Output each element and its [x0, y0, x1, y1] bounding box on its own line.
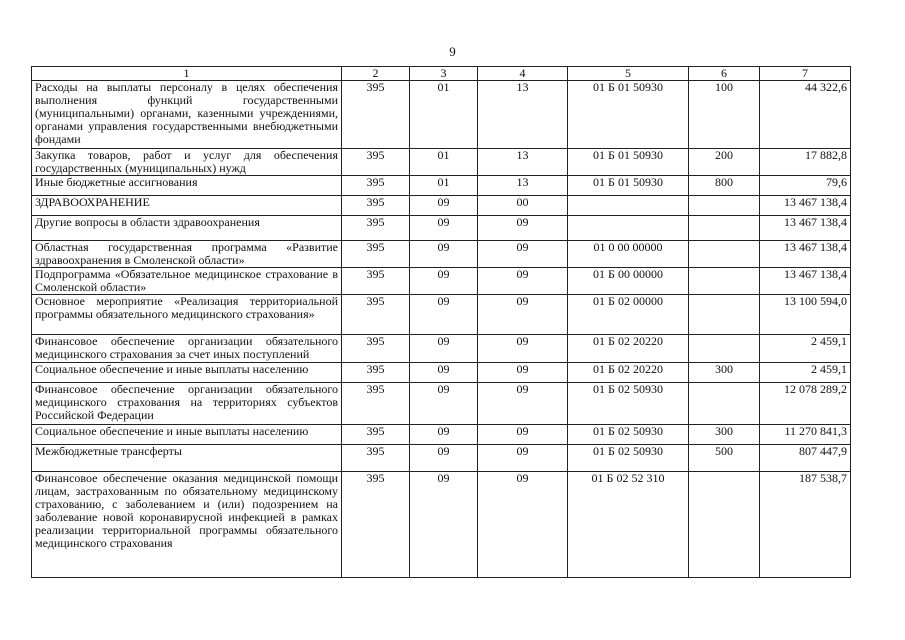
- row-subsection-cell: 09: [478, 425, 568, 445]
- row-type-cell: 800: [689, 176, 760, 196]
- row-name-cell: Закупка товаров, работ и услуг для обеспечения государственных (муниципальных) нужд: [32, 149, 342, 176]
- row-name-cell: Другие вопросы в области здравоохранения: [32, 216, 342, 241]
- row-sum-cell: 2 459,1: [760, 363, 851, 383]
- table-row: [32, 176, 851, 196]
- table-row: [32, 363, 851, 383]
- row-subsection-cell: 09: [478, 295, 568, 335]
- row-target-cell: 01 0 00 00000: [568, 241, 689, 268]
- row-type-cell: [689, 216, 760, 241]
- row-target-cell: 01 Б 02 00000: [568, 295, 689, 335]
- row-name-cell: Финансовое обеспечение организации обязательного медицинского страхования за счет иных поступлений: [32, 335, 342, 363]
- row-sum-cell: 11 270 841,3: [760, 425, 851, 445]
- row-subsection-cell: 09: [478, 335, 568, 363]
- table-row: [32, 268, 851, 295]
- row-subsection-cell: 09: [478, 363, 568, 383]
- row-type-cell: [689, 472, 760, 578]
- row-admin-cell: 395: [342, 383, 410, 425]
- row-name-cell: Социальное обеспечение и иные выплаты населению: [32, 425, 342, 445]
- header-cell-3: 3: [410, 67, 478, 81]
- row-section-cell: 09: [410, 241, 478, 268]
- row-target-cell: 01 Б 02 52 310: [568, 472, 689, 578]
- row-admin-cell: 395: [342, 425, 410, 445]
- row-target-cell: 01 Б 02 20220: [568, 335, 689, 363]
- row-section-cell: 09: [410, 295, 478, 335]
- table-row: [32, 425, 851, 445]
- row-sum-cell: 13 467 138,4: [760, 216, 851, 241]
- row-subsection-cell: 09: [478, 383, 568, 425]
- row-admin-cell: 395: [342, 472, 410, 578]
- row-target-cell: 01 Б 00 00000: [568, 268, 689, 295]
- row-admin-cell: 395: [342, 268, 410, 295]
- row-name-cell: Межбюджетные трансферты: [32, 445, 342, 472]
- row-subsection-cell: 13: [478, 176, 568, 196]
- row-section-cell: 09: [410, 216, 478, 241]
- row-type-cell: [689, 335, 760, 363]
- row-section-cell: 09: [410, 425, 478, 445]
- row-section-cell: 09: [410, 268, 478, 295]
- row-sum-cell: 79,6: [760, 176, 851, 196]
- row-section-cell: 09: [410, 196, 478, 216]
- row-target-cell: 01 Б 01 50930: [568, 81, 689, 149]
- row-section-cell: 01: [410, 149, 478, 176]
- row-admin-cell: 395: [342, 363, 410, 383]
- header-cell-7: 7: [760, 67, 851, 81]
- row-name-cell: Областная государственная программа «Развитие здравоохранения в Смоленской области»: [32, 241, 342, 268]
- table-row: [32, 241, 851, 268]
- row-name-cell: ЗДРАВООХРАНЕНИЕ: [32, 196, 342, 216]
- row-type-cell: [689, 268, 760, 295]
- row-target-cell: [568, 216, 689, 241]
- header-cell-2: 2: [342, 67, 410, 81]
- row-section-cell: 09: [410, 472, 478, 578]
- row-type-cell: [689, 295, 760, 335]
- header-cell-4: 4: [478, 67, 568, 81]
- row-name-cell: Подпрограмма «Обязательное медицинское страхование в Смоленской области»: [32, 268, 342, 295]
- row-admin-cell: 395: [342, 295, 410, 335]
- row-section-cell: 01: [410, 176, 478, 196]
- row-sum-cell: 13 467 138,4: [760, 268, 851, 295]
- row-admin-cell: 395: [342, 176, 410, 196]
- row-sum-cell: 13 100 594,0: [760, 295, 851, 335]
- row-subsection-cell: 13: [478, 149, 568, 176]
- table-row: [32, 445, 851, 472]
- header-cell-1: 1: [32, 67, 342, 81]
- row-section-cell: 09: [410, 445, 478, 472]
- row-target-cell: 01 Б 02 20220: [568, 363, 689, 383]
- row-admin-cell: 395: [342, 216, 410, 241]
- table-body: [32, 81, 851, 578]
- row-name-cell: Финансовое обеспечение оказания медицинской помощи лицам, застрахованным по обязательному медицинскому страхованию, с заболеванием и (или) подозрением на заболевание новой коронавирусной инфекцией в рамках реализации территориальной программы обязательного медицинского страхования: [32, 472, 342, 578]
- page-number: 9: [449, 44, 456, 59]
- row-type-cell: [689, 196, 760, 216]
- row-subsection-cell: 09: [478, 445, 568, 472]
- row-section-cell: 09: [410, 383, 478, 425]
- row-subsection-cell: 09: [478, 268, 568, 295]
- row-admin-cell: 395: [342, 241, 410, 268]
- row-target-cell: 01 Б 01 50930: [568, 149, 689, 176]
- row-sum-cell: 12 078 289,2: [760, 383, 851, 425]
- row-type-cell: 300: [689, 363, 760, 383]
- row-target-cell: 01 Б 02 50930: [568, 425, 689, 445]
- row-sum-cell: 2 459,1: [760, 335, 851, 363]
- row-type-cell: 500: [689, 445, 760, 472]
- row-target-cell: [568, 196, 689, 216]
- row-target-cell: 01 Б 01 50930: [568, 176, 689, 196]
- row-section-cell: 09: [410, 335, 478, 363]
- row-section-cell: 01: [410, 81, 478, 149]
- row-subsection-cell: 00: [478, 196, 568, 216]
- row-target-cell: 01 Б 02 50930: [568, 383, 689, 425]
- row-admin-cell: 395: [342, 335, 410, 363]
- table-row: [32, 335, 851, 363]
- row-type-cell: 300: [689, 425, 760, 445]
- row-type-cell: 200: [689, 149, 760, 176]
- row-admin-cell: 395: [342, 81, 410, 149]
- row-type-cell: [689, 383, 760, 425]
- row-subsection-cell: 09: [478, 472, 568, 578]
- row-admin-cell: 395: [342, 149, 410, 176]
- header-cell-5: 5: [568, 67, 689, 81]
- table-row: [32, 295, 851, 335]
- row-section-cell: 09: [410, 363, 478, 383]
- table-row: [32, 383, 851, 425]
- table-row: [32, 472, 851, 578]
- row-name-cell: Иные бюджетные ассигнования: [32, 176, 342, 196]
- row-name-cell: Социальное обеспечение и иные выплаты населению: [32, 363, 342, 383]
- header-row: [32, 67, 851, 81]
- row-type-cell: [689, 241, 760, 268]
- table-row: [32, 196, 851, 216]
- row-target-cell: 01 Б 02 50930: [568, 445, 689, 472]
- table-row: [32, 216, 851, 241]
- row-sum-cell: 807 447,9: [760, 445, 851, 472]
- table-row: [32, 149, 851, 176]
- row-name-cell: Основное мероприятие «Реализация территориальной программы обязательного медицинского страхования»: [32, 295, 342, 335]
- row-sum-cell: 17 882,8: [760, 149, 851, 176]
- row-sum-cell: 187 538,7: [760, 472, 851, 578]
- table-row: [32, 81, 851, 149]
- row-name-cell: Расходы на выплаты персоналу в целях обеспечения выполнения функций государственными (муниципальными) органами, казенными учреждениями, органами управления государственными внебюджетными фондами: [32, 81, 342, 149]
- row-sum-cell: 13 467 138,4: [760, 196, 851, 216]
- row-admin-cell: 395: [342, 445, 410, 472]
- row-type-cell: 100: [689, 81, 760, 149]
- row-subsection-cell: 13: [478, 81, 568, 149]
- row-sum-cell: 13 467 138,4: [760, 241, 851, 268]
- row-admin-cell: 395: [342, 196, 410, 216]
- budget-table: [31, 66, 851, 578]
- row-sum-cell: 44 322,6: [760, 81, 851, 149]
- row-name-cell: Финансовое обеспечение организации обязательного медицинского страхования на территориях субъектов Российской Федерации: [32, 383, 342, 425]
- header-cell-6: 6: [689, 67, 760, 81]
- row-subsection-cell: 09: [478, 216, 568, 241]
- row-subsection-cell: 09: [478, 241, 568, 268]
